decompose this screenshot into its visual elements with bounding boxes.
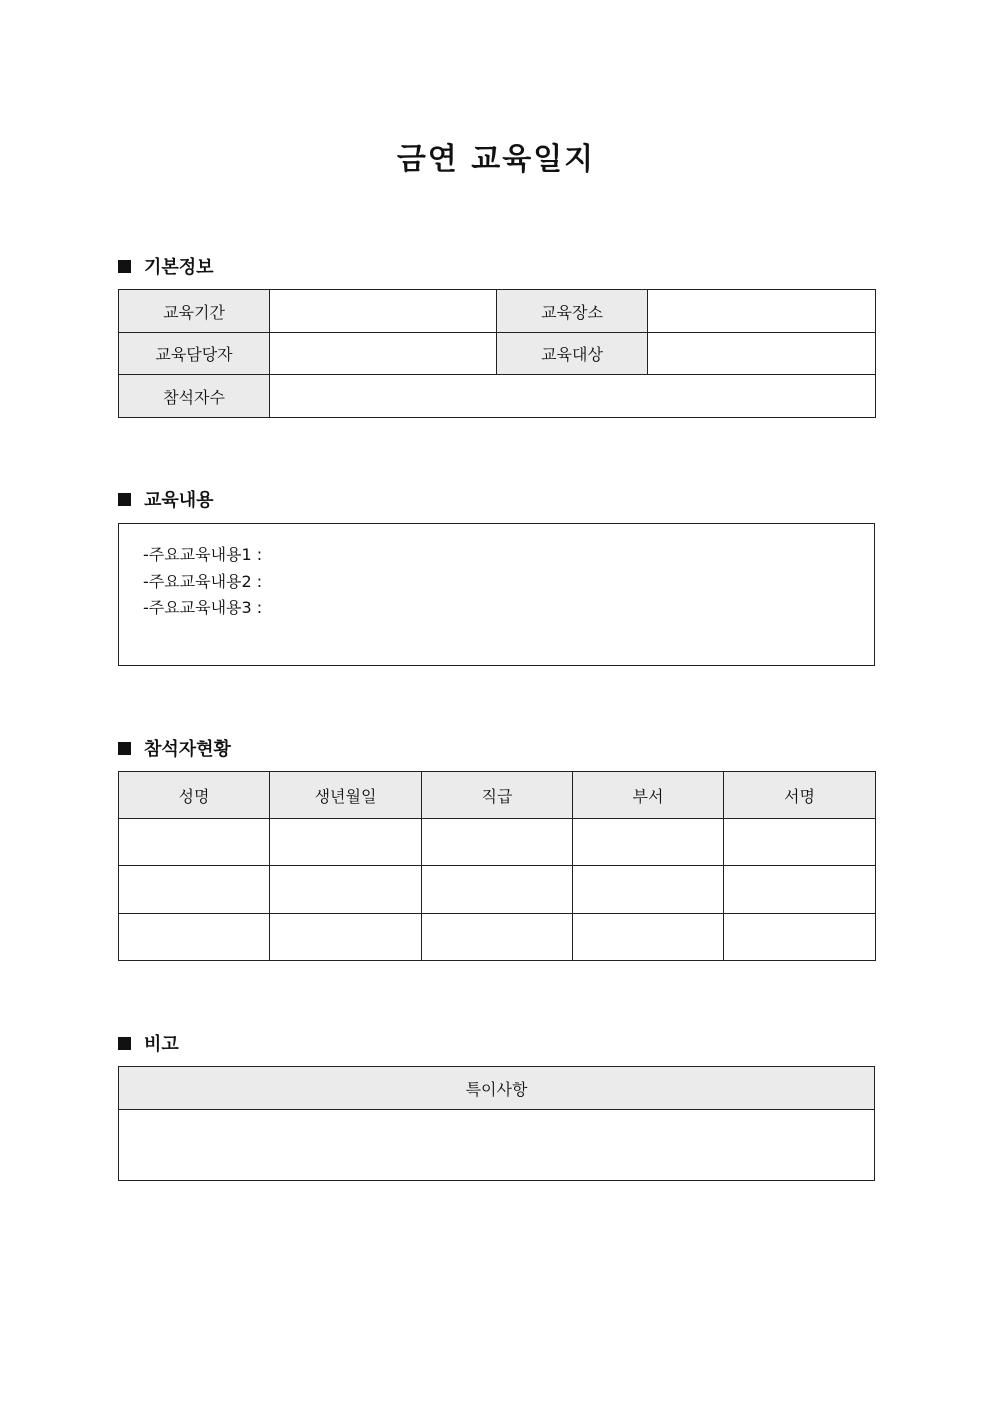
rank-cell[interactable] xyxy=(422,866,573,914)
attendee-table xyxy=(118,771,876,961)
section-heading-basic xyxy=(118,253,214,279)
square-bullet-icon xyxy=(118,742,131,755)
name-cell[interactable] xyxy=(119,914,270,961)
department-cell[interactable] xyxy=(573,914,724,961)
content-line: -주요교육내용1 : xyxy=(143,545,263,564)
header-department: 부서 xyxy=(573,772,724,819)
department-cell[interactable] xyxy=(573,819,724,866)
section-heading-content xyxy=(118,486,214,512)
section-title: 참석자현황 xyxy=(144,739,231,760)
department-cell[interactable] xyxy=(573,866,724,914)
table-row xyxy=(119,866,876,914)
birthdate-cell[interactable] xyxy=(270,914,422,961)
section-title: 비고 xyxy=(144,1034,179,1055)
birthdate-cell[interactable] xyxy=(270,819,422,866)
rank-cell[interactable] xyxy=(422,819,573,866)
remarks-header: 특이사항 xyxy=(119,1067,875,1110)
count-label: 참석자수 xyxy=(119,375,270,418)
place-label: 교육장소 xyxy=(497,290,648,333)
square-bullet-icon xyxy=(118,493,131,506)
manager-field[interactable] xyxy=(270,333,497,375)
square-bullet-icon xyxy=(118,260,131,273)
count-field[interactable] xyxy=(270,375,876,418)
section-heading-remarks xyxy=(118,1030,179,1056)
header-signature: 서명 xyxy=(724,772,876,819)
section-heading-attendees xyxy=(118,735,231,761)
name-cell[interactable] xyxy=(119,819,270,866)
period-label: 교육기간 xyxy=(119,290,270,333)
page-title: 금연 교육일지 xyxy=(396,142,596,177)
header-name: 성명 xyxy=(119,772,270,819)
rank-cell[interactable] xyxy=(422,914,573,961)
header-rank: 직급 xyxy=(422,772,573,819)
content-line: -주요교육내용3 : xyxy=(143,598,263,617)
basic-info-table xyxy=(118,289,876,418)
signature-cell[interactable] xyxy=(724,914,876,961)
table-row xyxy=(119,914,876,961)
remarks-table xyxy=(118,1066,875,1181)
signature-cell[interactable] xyxy=(724,819,876,866)
manager-label: 교육담당자 xyxy=(119,333,270,375)
target-field[interactable] xyxy=(648,333,876,375)
header-birthdate: 생년월일 xyxy=(270,772,422,819)
signature-cell[interactable] xyxy=(724,866,876,914)
target-label: 교육대상 xyxy=(497,333,648,375)
name-cell[interactable] xyxy=(119,866,270,914)
section-title: 교육내용 xyxy=(144,490,214,511)
period-field[interactable] xyxy=(270,290,497,333)
remarks-field[interactable] xyxy=(119,1110,875,1181)
content-line: -주요교육내용2 : xyxy=(143,571,263,591)
table-row xyxy=(119,819,876,866)
section-title: 기본정보 xyxy=(144,257,214,278)
content-box[interactable] xyxy=(118,523,875,666)
square-bullet-icon xyxy=(118,1037,131,1050)
place-field[interactable] xyxy=(648,290,876,333)
birthdate-cell[interactable] xyxy=(270,866,422,914)
